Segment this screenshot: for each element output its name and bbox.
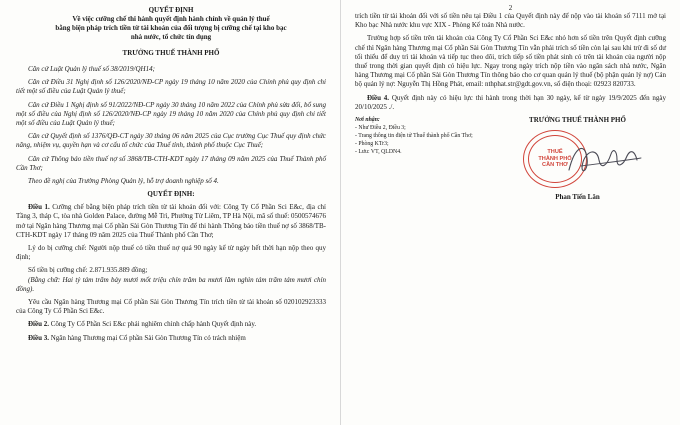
article-1-text: Cưỡng chế bằng biện pháp trích tiền từ tài khoản đối với: Công Ty Cổ Phần Sci E&c, địa chỉ Tầng 3, tháp C, tòa nhà Golden Palace, đường Mễ Trì, Phường Từ Liêm, TP Hà Nội, mã số thuế: 0500574676 mở tại Ngân hàng Thương mại Cổ phần Sài Gòn Thương Tín để thi hành Thông báo tiền thuế nợ số 3868/TB-CTH-KDT ngày 17 tháng 09 năm 2025 của Thuế Thành phố Cần Thơ; [16, 203, 326, 239]
legal-basis-6: Theo đề nghị của Trưởng Phòng Quản lý, hỗ trợ doanh nghiệp số 4. [28, 177, 219, 186]
decision-title: QUYẾT ĐỊNH [148, 6, 194, 14]
seal-text-line-2: THÀNH PHỐ [538, 155, 572, 162]
handwritten-signature [565, 136, 645, 184]
decision-subject-line-2: bằng biện pháp trích tiền từ tài khoản của đối tượng bị cưỡng chế tại kho bạc [55, 24, 287, 32]
decision-subject-line-1: Về việc cưỡng chế thi hành quyết định hành chính về quản lý thuế [72, 15, 270, 23]
recipient-item: - Phòng KTr3; [355, 141, 389, 148]
partial-balance-paragraph: Trường hợp số tiền trên tài khoản của Công Ty Cổ Phần Sci E&c nhỏ hơn số tiền trên Quyết định cưỡng chế thì Ngân hàng Thương mại Cổ phần Sài Gòn Thương Tín vẫn phải trích số tiền còn lại sau khi trừ đi số dư tối thiểu để duy trì tài khoản và tiếp tục theo dõi, trích tiếp số tiền phát sinh có trên tài khoản của người nộp thuế trong thời gian quyết định có hiệu lực. Ngay trong ngày trích nộp tiền vào ngân sách nhà nước, Ngân hàng Thương mại Cổ phần Sài Gòn Thương Tín thông báo cho cơ quan quản lý thuế (bộ phận quản lý nợ) Cán bộ quản lý nợ: Nguyễn Thị Hồng Phát, email: nthphat.str@gdt.gov.vn, số điện thoại: 02923 820733. [355, 34, 666, 89]
article-3-label: Điều 3. [28, 333, 49, 342]
article-1-label: Điều 1. [28, 203, 50, 212]
article-2 [16, 320, 326, 329]
article-4 [355, 94, 666, 112]
page-divider [340, 0, 341, 425]
article-4-text: Quyết định này có hiệu lực thi hành trong thời hạn 30 ngày, kể từ ngày 19/9/2025 đến ngày 20/10/2025 ./. [355, 93, 667, 111]
seal-text-line-1: THUẾ [547, 149, 563, 156]
article-2-text: Công Ty Cổ Phần Sci E&c phải nghiêm chỉnh chấp hành Quyết định này. [49, 320, 257, 329]
enforcement-reason: Lý do bị cưỡng chế: Người nộp thuế có tiền thuế nợ quá 90 ngày kể từ ngày hết thời hạn nộp theo quy định; [16, 244, 326, 262]
page-right [345, 0, 680, 425]
recipients-label: Nơi nhận: [355, 117, 380, 124]
article-1 [16, 203, 326, 240]
page-number: 2 [508, 4, 513, 12]
enforcement-amount: Số tiền bị cưỡng chế: 2.871.935.889 đồng; [28, 266, 148, 275]
article-3 [16, 334, 326, 343]
signer-area [485, 116, 670, 202]
bank-request: Yêu cầu Ngân hàng Thương mại Cổ phần Sài Gòn Thương Tín trích tiền từ tài khoản số 020102923333 của Công Ty Cổ Phần Sci E&c. [16, 298, 326, 316]
article-3-continuation: trích tiền từ tài khoản đối với số tiền nêu tại Điều 1 của Quyết định này để nộp vào tài khoản số 7111 mở tại Kho bạc Nhà nước khu vực XIX - Phòng Kế toán Nhà nước. [355, 12, 666, 30]
legal-basis-2: Căn cứ Điều 31 Nghị định số 126/2020/NĐ-CP ngày 19 tháng 10 năm 2020 của Chính phủ quy định chi tiết một số điều của Luật Quản lý thuế; [16, 78, 326, 96]
issuing-authority: TRƯỞNG THUẾ THÀNH PHỐ [122, 49, 220, 57]
signer-title: TRƯỞNG THUẾ THÀNH PHỐ [529, 116, 626, 125]
recipient-item: - Như Điều 2, Điều 3; [355, 125, 406, 132]
enforcement-amount-words: (Bằng chữ: Hai tỷ tám trăm bảy mươi mốt triệu chín trăm ba mươi lăm nghìn tám trăm tám mươi chín đồng). [16, 275, 326, 293]
page-left [0, 0, 336, 425]
decision-heading: QUYẾT ĐỊNH: [147, 190, 195, 199]
signer-name: Phan Tiến Lân [555, 193, 600, 202]
article-3-text: Ngân hàng Thương mại Cổ phần Sài Gòn Thương Tín có trách nhiệm [49, 333, 246, 342]
legal-basis-5: Căn cứ Thông báo tiền thuế nợ số 3868/TB-CTH-KDT ngày 17 tháng 09 năm 2025 của Thuế Thành phố Cần Thơ; [16, 154, 326, 172]
legal-basis-1: Căn cứ Luật Quản lý thuế số 38/2019/QH14; [28, 65, 155, 73]
seal-text-line-3: CẦN THƠ [542, 162, 568, 169]
signature-block [355, 116, 666, 301]
legal-basis-3: Căn cứ Điều 1 Nghị định số 91/2022/NĐ-CP ngày 30 tháng 10 năm 2022 của Chính phủ sửa đổi, bổ sung một số điều của Nghị định số 126/2020/NĐ-CP ngày 19 tháng 10 năm 2020 của Chính phủ quy định chi tiết một số điều của Luật Quản lý thuế; [16, 100, 326, 128]
recipient-item: - Trang thông tin điện tử Thuế thành phố Cần Thơ; [355, 133, 473, 140]
article-4-label: Điều 4. [367, 93, 390, 102]
article-2-label: Điều 2. [28, 320, 49, 329]
recipient-item: - Lưu: VT, QLDN4. [355, 149, 402, 156]
recipients-list [355, 116, 475, 156]
legal-basis-4: Căn cứ Quyết định số 1376/QĐ-CT ngày 30 tháng 06 năm 2025 của Cục trưởng Cục Thuế quy định chức năng, nhiệm vụ, quyền hạn và cơ cấu tổ chức của Thuế tỉnh, thành phố thuộc Cục Thuế; [16, 132, 326, 150]
decision-subject-line-3: nhà nước, tổ chức tín dụng [130, 33, 212, 41]
